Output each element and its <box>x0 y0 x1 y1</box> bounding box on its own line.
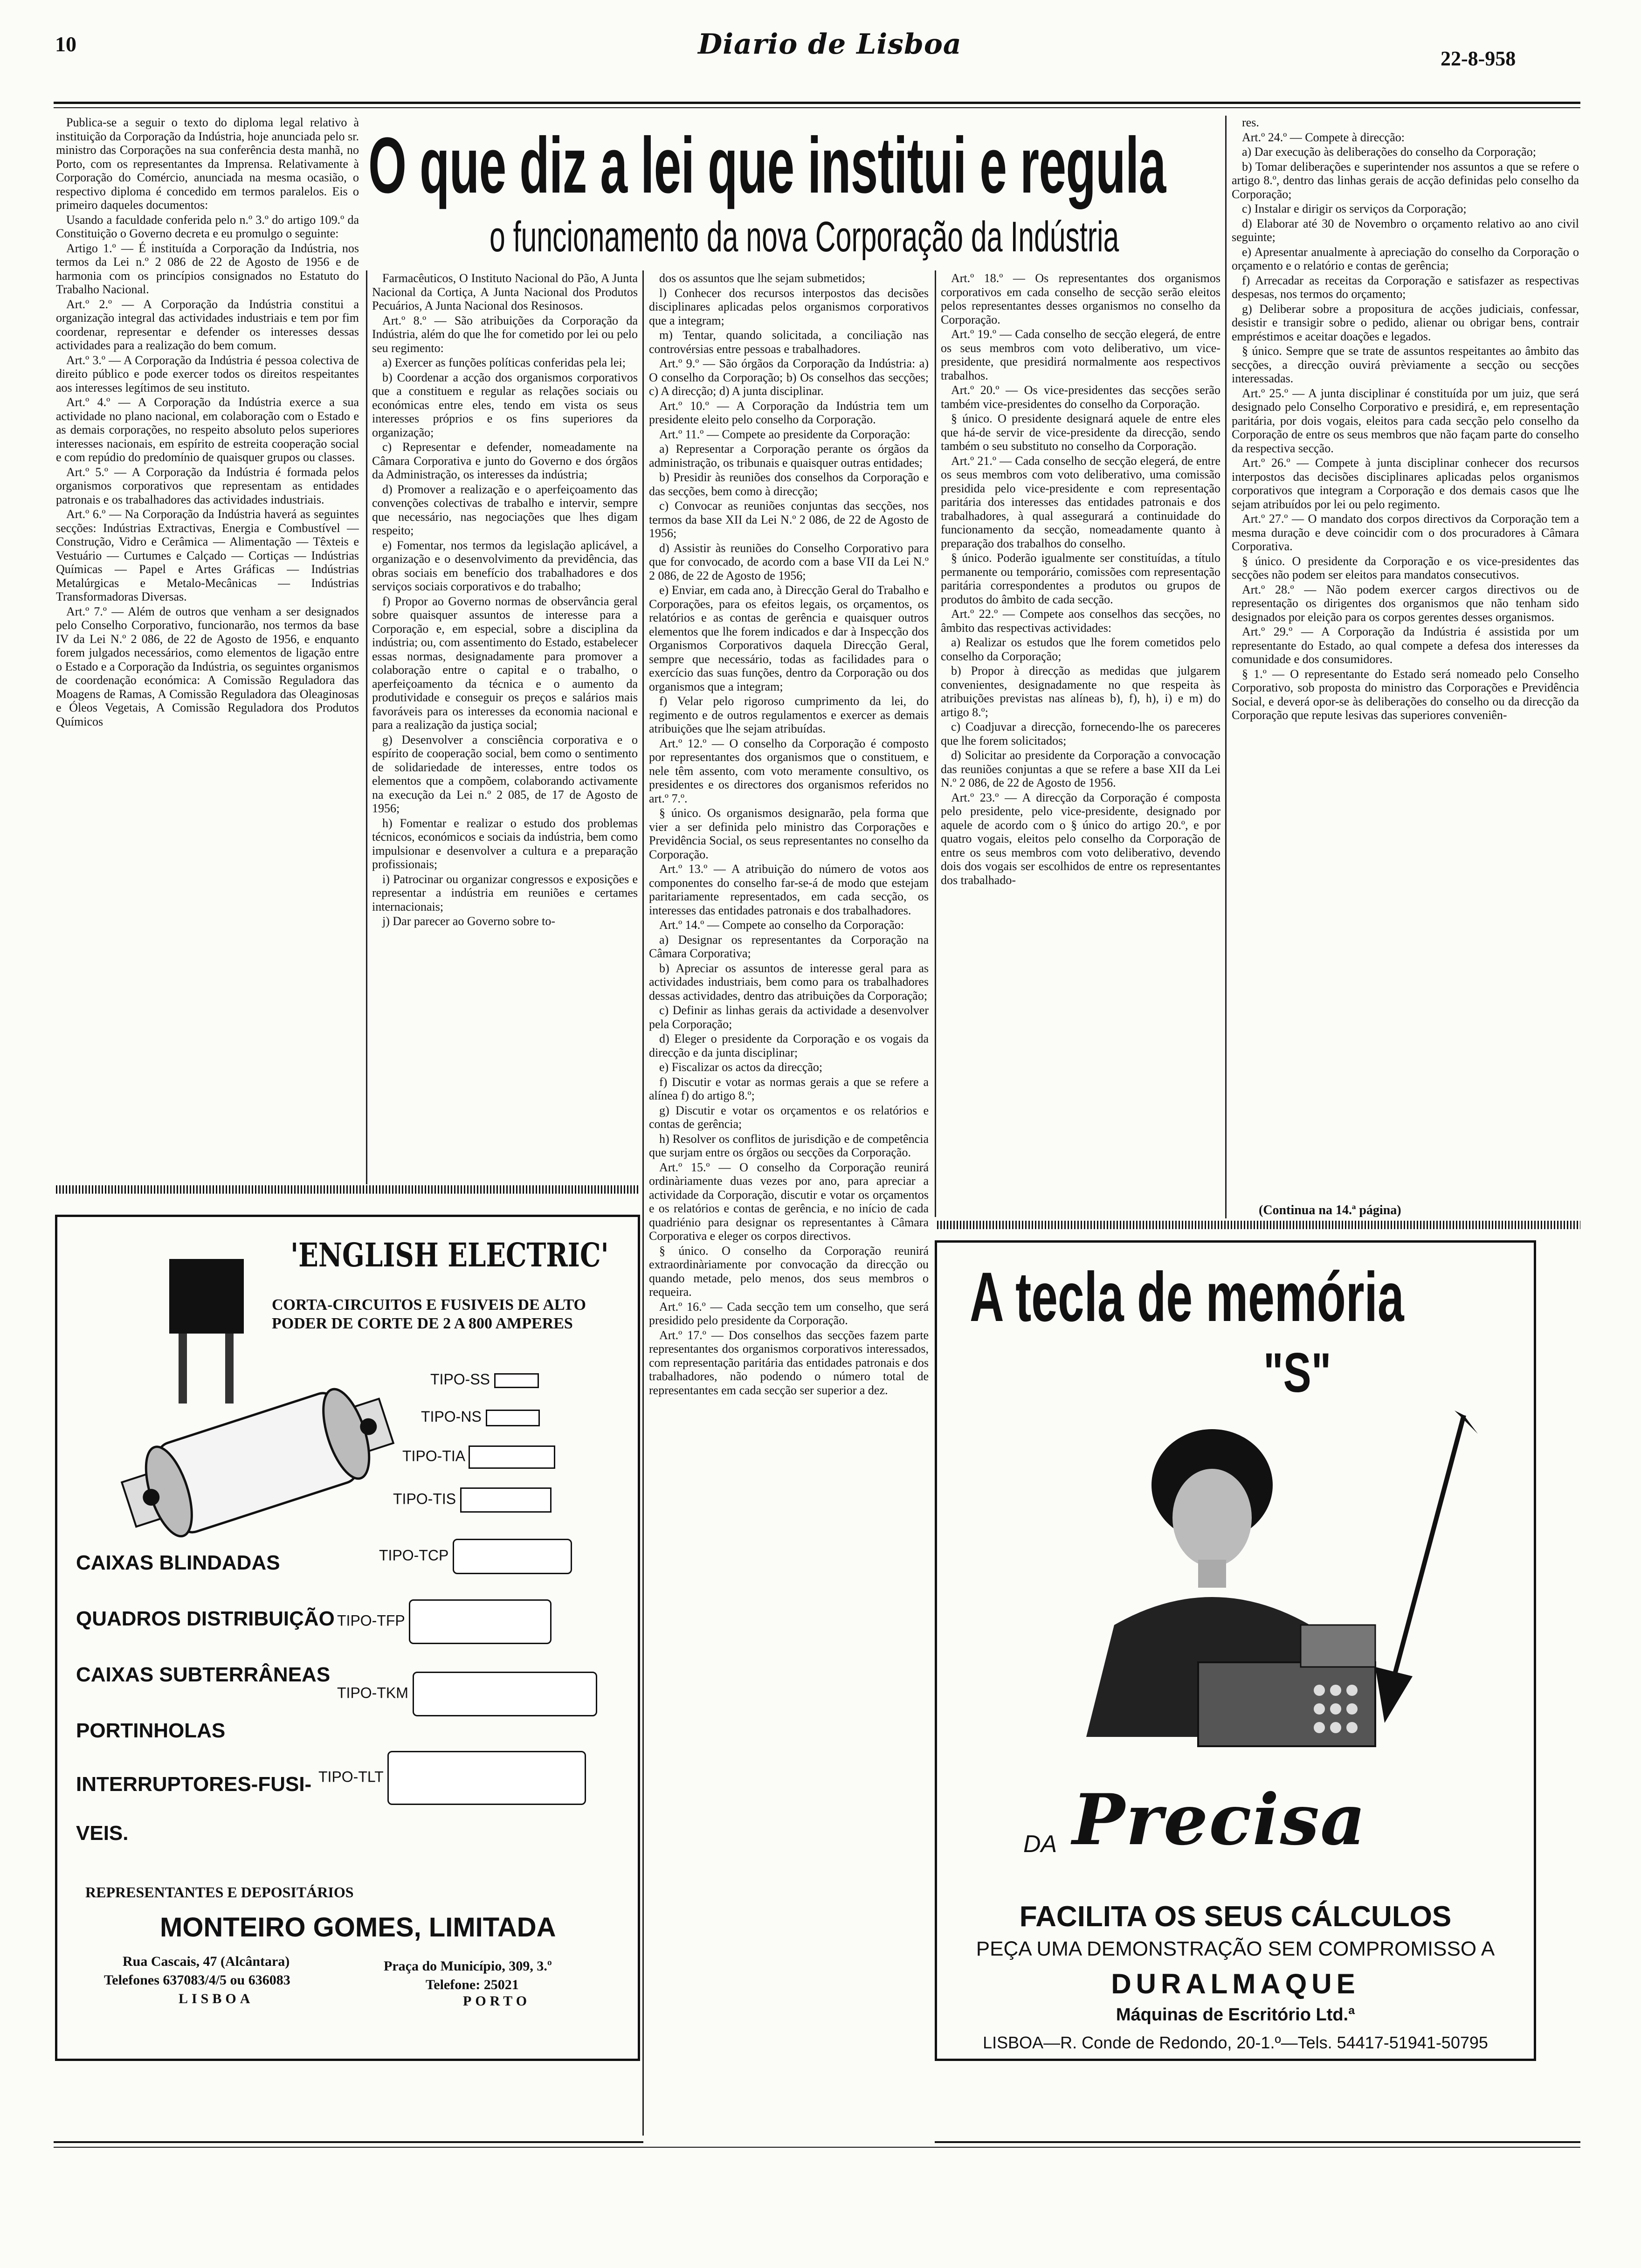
col4-p: Art.º 19.º — Cada conselho de secção elegerá, de entre os seus membros com voto deliberativo, um vice-presidente, que presidirá normalmente aos respectivos trabalhos. <box>941 327 1220 382</box>
col3-p: Art.º 14.º — Compete ao conselho da Corporação: <box>659 918 904 932</box>
fuse-type-label: TIPO-TCP <box>379 1547 448 1564</box>
col4-p: c) Coadjuvar a direcção, fornecendo-lhe os pareceres que lhe forem solicitados; <box>941 720 1220 747</box>
article-column-4 <box>941 271 1220 1218</box>
col2-p: i) Patrocinar ou organizar congressos e exposições e representar a indústria em reuniões e certames internacionais; <box>372 872 638 913</box>
col5-p: Art.º 25.º — A junta disciplinar é constituída por um juiz, que será designado pelo Conselho Corporativo e presidirá, e, em representação paritária, por dois vogais, eleitos para cada secção pelo conselho da Corporação de entre os seus membros que não façam parte do conselho da respectiva secção. <box>1232 386 1579 455</box>
col2-p: g) Desenvolver a consciência corporativa e o espírito de cooperação social, bem como o sentimento de solidariedade de interesses, entre todos os elementos que a compõem, colaborando activamente na execução da Lei n.º 2 085, de 17 de Agosto de 1956; <box>372 733 638 815</box>
ee-product: CAIXAS BLINDADAS <box>76 1551 280 1574</box>
col4-p: § único. O presidente designará aquele de entre eles que há-de servir de vice-presidente da direcção, sendo também o seu substituto no conselho da Corporação. <box>941 412 1220 453</box>
ee-lisbon-city: LISBOA <box>179 1991 254 2006</box>
precisa-dealer-sub: Máquinas de Escritório Ltd.ª <box>1116 2005 1355 2025</box>
fuse-type-ss-icon <box>494 1373 539 1388</box>
col3-p: § único. O conselho da Corporação reunirá extraordinàriamente por convocação da direcção ou quando metade, pelo menos, dos seus membros o requeira. <box>649 1244 929 1299</box>
fuse-illustration <box>71 1245 435 1574</box>
col3-p: d) Assistir às reuniões do Conselho Corporativo para que for convocado, de acordo com a base VII da Lei N.º 2 086, de 22 de Agosto de 1956; <box>649 541 929 582</box>
col3-p: Art.º 12.º — O conselho da Corporação é composto por representantes dos organismos que o constituem, e nele têm assento, com voto meramente consultivo, os presidentes e os directores dos organismos referidos no art.º 7.º. <box>649 736 929 805</box>
col2-p: c) Representar e defender, nomeadamente na Câmara Corporativa e junto do Governo e dos órgãos da Administração, os interesses da indústria; <box>372 440 638 481</box>
neck <box>1198 1560 1226 1588</box>
fuse-type-tis-icon <box>460 1487 552 1513</box>
col4-p: Art.º 23.º — A direcção da Corporação é composta pelo presidente, pelo vice-presidente, designado por aquele de acordo com o § único do artigo 20.º, e por quatro vogais, eleitos pelo conselho da Corporação de entre os seus membros com voto deliberativo, devendo dois dos vogais ser escolhidos de entre os representantes dos trabalhado- <box>941 790 1220 887</box>
page-number: 10 <box>55 32 76 56</box>
precisa-address: LISBOA—R. Conde de Redondo, 20-1.º—Tels. 54417-51941-50795 <box>983 2033 1488 2052</box>
ee-product: PORTINHOLAS <box>76 1719 226 1742</box>
col2-p: d) Promover a realização e o aperfeiçoamento das convenções colectivas de trabalho e intervir, sempre que necessário, nas negociações que lhes digam respeito; <box>372 482 638 537</box>
fuse-type-label: TIPO-TLT <box>318 1768 384 1785</box>
col3-p: f) Discutir e votar as normas gerais a que se refere a alínea f) do artigo 8.º; <box>649 1075 929 1102</box>
col2-p: b) Coordenar a acção dos organismos corporativos que a constituem e regular as relações sociais ou económicas entre eles, tendo em vista os seus interesses próprios e os fins superiores da organização; <box>372 370 638 439</box>
col5-p: § único. Sempre que se trate de assuntos respeitantes ao âmbito das secções, a direcção ouvirá prèviamente a secção ou secções interessadas. <box>1232 344 1579 385</box>
fuse-type-tfp-icon <box>409 1599 552 1644</box>
fuse-type-tlt-icon <box>387 1751 586 1805</box>
col4-p: § único. Poderão igualmente ser constituídas, a título permanente ou temporário, comissões com representação paritária correspondentes a produtos ou grupos de produtos do âmbito de cada secção. <box>941 551 1220 606</box>
separator-hatch <box>937 1221 1580 1229</box>
precisa-key-letter: "S" <box>1263 1341 1331 1404</box>
footer-rule <box>935 2141 1580 2143</box>
col3-p: e) Enviar, em cada ano, à Direcção Geral do Trabalho e Corporações, para os efeitos legais, os orçamentos, os relatórios e as contas de gerência e quaisquer outros elementos que lhe forem indicados e dar à Inspecção dos Organismos Corporativos daquela Direcção Geral, sempre que necessário, todas as facilidades para o exercício das suas funções, dentro da Corporação ou dos organismos que a integram; <box>649 583 929 693</box>
column-divider <box>1225 116 1227 1218</box>
col5-p: Art.º 26.º — Compete à junta disciplinar conhecer dos recursos interpostos das decisões disciplinares aplicadas pelos organismos corporativos que integram a Corporação e dos demais casos que lhe sejam atribuídos por lei ou pelo regimento. <box>1232 456 1579 511</box>
precisa-da: DA <box>1023 1831 1057 1858</box>
col1-p: Art.º 6.º — Na Corporação da Indústria haverá as seguintes secções: Indústrias Extractivas, Energia e Combustível — Construção, Vidro e Cerâmica — Alimentação — Têxteis e Vestuário — Curtumes e Calçado — Cortiças — Indústrias Químicas — Papel e Artes Gráficas — Indústrias Metalúrgicas e Metalo-Mecânicas — Indústrias Transformadoras Diversas. <box>56 507 359 603</box>
col3-p: Art.º 13.º — A atribuição do número de votos aos componentes do conselho far-se-á de modo que estejam paritariamente representados, em cada secção, os interesses das entidades patronais e dos trabalhadores. <box>649 862 929 917</box>
ad-english-electric <box>55 1215 640 2061</box>
col5-p: Art.º 27.º — O mandato dos corpos directivos da Corporação tem a mesma duração e deve coincidir com o dos procuradores à Câmara Corporativa. <box>1232 512 1579 553</box>
col1-p: Art.º 3.º — A Corporação da Indústria é pessoa colectiva de direito público e pode exercer todos os direitos respeitantes aos interesses legítimos de seu instituto. <box>56 353 359 394</box>
precisa-title: A tecla de memória <box>970 1258 1404 1336</box>
col3-p: c) Convocar as reuniões conjuntas das secções, nos termos da base XII da Lei N.º 2 086, de 22 de Agosto de 1956; <box>649 499 929 540</box>
col5-p: f) Arrecadar as receitas da Corporação e satisfazer as respectivas despesas, nos termos do orçamento; <box>1232 273 1579 301</box>
calculator <box>1198 1662 1375 1746</box>
fuse-type-label: TIPO-TIA <box>402 1447 465 1465</box>
ee-product: QUADROS DISTRIBUIÇÃO <box>76 1607 335 1630</box>
fuse-pin <box>179 1334 187 1404</box>
col1-p: Artigo 1.º — É instituída a Corporação da Indústria, nos termos da Lei n.º 2 086 de 22 de Agosto de 1956 e de harmonia com os princípios consignados no Estatuto do Trabalho Nacional. <box>56 241 359 296</box>
fuse-type-tkm-icon <box>413 1672 597 1716</box>
article-column-2 <box>372 271 638 1183</box>
column-divider <box>935 270 936 1217</box>
fuse-type-ns-icon <box>486 1410 540 1426</box>
col4-p: Art.º 20.º — Os vice-presidentes das secções serão também vice-presidentes do conselho da Corporação. <box>941 383 1220 411</box>
ee-representatives: REPRESENTANTES E DEPOSITÁRIOS <box>85 1884 354 1901</box>
headline: O que diz a lei que institui e regula <box>368 121 1166 210</box>
subheadline: o funcionamento da nova Corporação da Indústria <box>490 213 1119 261</box>
col3-p: f) Velar pelo rigoroso cumprimento da lei, do regimento e de outros regulamentos e exercer as demais atribuições que lhe sejam atribuídas. <box>649 694 929 735</box>
fuse-type-label: TIPO-TKM <box>337 1684 408 1701</box>
col5-p: c) Instalar e dirigir os serviços da Corporação; <box>1242 202 1467 215</box>
col1-p: Art.º 7.º — Além de outros que venham a ser designados pelo Conselho Corporativo, funcionarão, nos termos da base IV da Lei N.º 2 086, de 22 de Agosto de 1956, e enquanto forem julgados necessários, como elementos de ligação entre o Estado e a Corporação da Indústria, os seguintes organismos de coordenação económica: A Comissão Reguladora das Moagens de Ramas, A Comissão Reguladora das Oleaginosas e Óleos Vegetais, A Comissão Reguladora dos Produtos Químicos <box>56 604 359 728</box>
col3-p: Art.º 17.º — Dos conselhos das secções fazem parte representantes dos organismos corporativos interessados, com representação paritária das entidades patronais e dos trabalhadores, não podendo o número total de representantes em cada secção ser superior a dez. <box>649 1328 929 1397</box>
ee-lisbon-address: Rua Cascais, 47 (Alcântara) <box>123 1954 290 1969</box>
fuse-type-label: TIPO-SS <box>430 1371 490 1388</box>
fuse-type-label: TIPO-TIS <box>393 1490 456 1507</box>
col3-p: e) Fiscalizar os actos da direcção; <box>659 1060 823 1074</box>
ee-company: MONTEIRO GOMES, LIMITADA <box>160 1912 556 1943</box>
article-column-5 <box>1232 116 1579 1202</box>
ee-product: CAIXAS SUBTERRÂNEAS <box>76 1663 331 1686</box>
face <box>1172 1469 1252 1567</box>
continued-note: (Continua na 14.ª página) <box>1259 1203 1401 1217</box>
col5-p: b) Tomar deliberações e superintender nos assuntos a que se refere o artigo 8.º, dentro das linhas gerais de acção definidas pelo conselho da Corporação; <box>1232 159 1579 201</box>
col4-p: Art.º 18.º — Os representantes dos organismos corporativos em cada conselho de secção serão eleitos pelos representantes desses organismos no conselho da Corporação. <box>941 271 1220 326</box>
col3-p: c) Definir as linhas gerais da actividade a desenvolver pela Corporação; <box>649 1003 929 1031</box>
col3-p: a) Representar a Corporação perante os órgãos da administração, os tribunais e quaisquer outras entidades; <box>649 442 929 470</box>
col5-p: § único. O presidente da Corporação e os vice-presidentes das secções não podem ser eleitos para mandatos consecutivos. <box>1232 554 1579 581</box>
col5-p: Art.º 24.º — Compete à direcção: <box>1242 130 1405 144</box>
precisa-logo: Precisa <box>1072 1779 1367 1861</box>
col3-p: § único. Os organismos designarão, pela forma que vier a ser definida pelo ministro das Corporações e Previdência Social, os seus representantes no conselho da Corporação. <box>649 806 929 861</box>
col5-p: g) Deliberar sobre a propositura de acções judiciais, confessar, desistir e transigir sobre o pedido, alienar ou obrigar bens, contrair empréstimos e aceitar doações e legados. <box>1232 302 1579 343</box>
col2-p: e) Fomentar, nos termos da legislação aplicável, a organização e o desenvolvimento da previdência, das obras sociais em benefício dos trabalhadores e dos serviços sociais corporativos e do trabalho; <box>372 538 638 593</box>
column-divider <box>642 270 644 2136</box>
col5-p: d) Elaborar até 30 de Novembro o orçamento relativo ao ano civil seguinte; <box>1232 216 1579 244</box>
header-rule <box>54 102 1580 104</box>
fuse-pin <box>225 1334 234 1404</box>
arrow-icon <box>1357 1406 1478 1732</box>
fuse-top-block <box>169 1259 244 1334</box>
ad-precisa <box>935 1240 1536 2061</box>
col2-p: h) Fomentar e realizar o estudo dos problemas técnicos, económicos e sociais da indústria, bem como impulsionar e desenvolver a cultura e a preparação profissionais; <box>372 816 638 871</box>
col2-p: j) Dar parecer ao Governo sobre to- <box>382 914 556 928</box>
ee-tagline-1: CORTA-CIRCUITOS E FUSIVEIS DE ALTO <box>272 1296 586 1314</box>
col3-p: h) Resolver os conflitos de jurisdição e de competência que surjam entre os órgãos ou secções da Corporação. <box>649 1132 929 1159</box>
col3-p: l) Conhecer dos recursos interpostos das decisões disciplinares aplicadas pelos organismos corporativos que a integram; <box>649 286 929 327</box>
footer-rule-thin <box>54 2147 1580 2148</box>
footer-rule <box>54 2141 643 2143</box>
col1-p: Art.º 4.º — A Corporação da Indústria exerce a sua actividade no plano nacional, em colaboração com o Estado e as demais corporações, no respeito absoluto pelos superiores interesses nacionais, em espírito de estreita cooperação social e com repúdio do predomínio de quaisquer grupos ou classes. <box>56 395 359 464</box>
col5-p: Art.º 28.º — Não podem exercer cargos directivos ou de representação os dirigentes dos organismos que não tenham sido designados por eleição para os corpos gerentes desses organismos. <box>1232 582 1579 624</box>
col4-p: b) Propor à direcção as medidas que julgarem convenientes, designadamente no que respeita às atribuições previstas nas alíneas b), f), h), i) e m) do artigo 8.º; <box>941 664 1220 719</box>
precisa-demo: PEÇA UMA DEMONSTRAÇÃO SEM COMPROMISSO A <box>976 1937 1495 1960</box>
article-column-3 <box>649 271 929 2136</box>
col3-p: Art.º 15.º — O conselho da Corporação reunirá ordinàriamente duas vezes por ano, para apreciar a actividade da Corporação, discutir e votar os orçamentos e os relatórios e contas de gerência, e no início de cada quadriénio para designar os representantes à Câmara Corporativa e eleger os corpos directivos. <box>649 1160 929 1243</box>
col3-p: g) Discutir e votar os orçamentos e os relatórios e contas de gerência; <box>649 1103 929 1131</box>
col3-p: Art.º 11.º — Compete ao presidente da Corporação: <box>659 427 910 441</box>
ee-product: INTERRUPTORES-FUSI- <box>76 1773 312 1796</box>
col3-p: a) Designar os representantes da Corporação na Câmara Corporativa; <box>649 933 929 960</box>
precisa-slogan: FACILITA OS SEUS CÁLCULOS <box>1019 1901 1452 1933</box>
col2-p: a) Exercer as funções políticas conferidas pela lei; <box>382 356 626 369</box>
ee-porto-phone: Telefone: 25021 <box>426 1977 519 1992</box>
fuse-type-tia-icon <box>469 1445 555 1469</box>
col1-p: Art.º 5.º — A Corporação da Indústria é formada pelos organismos corporativos que representam as entidades patronais e os trabalhadores das actividades industriais. <box>56 465 359 506</box>
issue-date: 22-8-958 <box>1441 47 1516 70</box>
ee-lisbon-phones: Telefones 637083/4/5 ou 636083 <box>104 1972 290 1988</box>
article-column-1 <box>56 116 359 1183</box>
col3-p: b) Presidir às reuniões dos conselhos da Corporação e das secções, bem como à direcção; <box>649 470 929 498</box>
separator-hatch <box>56 1185 639 1194</box>
col2-p: f) Propor ao Governo normas de observância geral sobre quaisquer assuntos de interesse para a Corporação e, em especial, sobre a disciplina da indústria; ou, com assentimento do Estado, estabelecer essas normas, designadamente para promover a colaboração entre o capital e o trabalho, o aperfeiçoamento da técnica e o aumento da produtividade e conseguir os preços e salários mais favoráveis para os interesses da economia nacional e para a realização da justiça social; <box>372 594 638 732</box>
precisa-dealer: DURALMAQUE <box>1111 1968 1360 1999</box>
col3-p: b) Apreciar os assuntos de interesse geral para as actividades industriais, bem como para os trabalhadores dessas actividades, dentro das atribuições da Corporação; <box>649 961 929 1003</box>
col5-p: a) Dar execução às deliberações do conselho da Corporação; <box>1242 145 1536 159</box>
col1-p: Publica-se a seguir o texto do diploma legal relativo à instituição da Corporação da Indústria, hoje anunciada pelo sr. ministro das Corporações na sua conferência desta manhã, no Porto, com os representantes da Imprensa. Relativamente à Corporação do Comércio, anunciada na mesma ocasião, o respectivo diploma é concedido em termos paralelos. Eis o primeiro daqueles documentos: <box>56 116 359 212</box>
fuse-type-label: TIPO-NS <box>421 1408 482 1425</box>
col3-p: m) Tentar, quando solicitada, a conciliação nas controvérsias entre pessoas e trabalhadores. <box>649 328 929 356</box>
col1-p: Art.º 2.º — A Corporação da Indústria constitui a organização integral das actividades industriais e tem por fim coordenar, representar e defender os interesses dessas actividades para a realização do bem comum. <box>56 297 359 352</box>
col3-p: Art.º 16.º — Cada secção tem um conselho, que será presidido pelo presidente da Corporação. <box>649 1300 929 1327</box>
col2-p: Art.º 8.º — São atribuições da Corporação da Indústria, além do que lhe for cometido por lei ou pelo seu regimento: <box>372 313 638 355</box>
col4-p: Art.º 22.º — Compete aos conselhos das secções, no âmbito das respectivas actividades: <box>941 607 1220 635</box>
header-rule-thin <box>54 107 1580 108</box>
ee-product: VEIS. <box>76 1822 129 1845</box>
col3-p: Art.º 9.º — São órgãos da Corporação da Indústria: a) O conselho da Corporação; b) Os conselhos das secções; c) A direcção; d) A junta disciplinar. <box>649 357 929 398</box>
col5-p: res. <box>1242 116 1259 129</box>
col3-p: dos os assuntos que lhe sejam submetidos; <box>659 271 865 285</box>
col1-p: Usando a faculdade conferida pelo n.º 3.º do artigo 109.º da Constituição o Governo decreta e eu promulgo o seguinte: <box>56 213 359 240</box>
col5-p: e) Apresentar anualmente à apreciação do conselho da Corporação o orçamento e o relatório e contas de gerência; <box>1232 245 1579 272</box>
col2-p: Farmacêuticos, O Instituto Nacional do Pão, A Junta Nacional da Cortiça, A Junta Nacional dos Produtos Pecuários, A Junta Nacional dos Resinosos. <box>372 271 638 312</box>
col3-p: d) Eleger o presidente da Corporação e os vogais da direcção e da junta disciplinar; <box>649 1032 929 1059</box>
col5-p: § 1.º — O representante do Estado será nomeado pelo Conselho Corporativo, sob proposta do ministro das Corporações e Previdência Social, e deverá opor-se às deliberações do conselho ou da direcção da Corporação que repute lesivas das superiores conveniên- <box>1232 667 1579 722</box>
ee-brand: 'ENGLISH ELECTRIC' <box>290 1236 609 1274</box>
col4-p: Art.º 21.º — Cada conselho de secção elegerá, de entre os seus membros com voto deliberativo, uma comissão presidida pelo vice-presidente e com representação paritária dos interesses das entidades patronais e dos trabalhadores, à qual assegurará a continuidade do funcionamento da secção, nomeadamente quanto à preparação dos trabalhos do conselho. <box>941 454 1220 550</box>
fuse-type-tcp-icon <box>453 1539 572 1574</box>
col4-p: d) Solicitar ao presidente da Corporação a convocação das reuniões conjuntas a que se refere a base XII da Lei N.º 2 086, de 22 de Agosto de 1956. <box>941 748 1220 789</box>
fuse-type-label: TIPO-TFP <box>337 1612 405 1629</box>
col4-p: a) Realizar os estudos que lhe forem cometidos pelo conselho da Corporação; <box>941 636 1220 663</box>
col5-p: Art.º 29.º — A Corporação da Indústria é assistida por um representante do Estado, ao qual compete a defesa dos interesses da comunidade e dos consumidores. <box>1232 625 1579 666</box>
ee-porto-city: PORTO <box>463 1993 531 2009</box>
column-divider <box>366 270 367 1184</box>
col3-p: Art.º 10.º — A Corporação da Indústria tem um presidente eleito pelo conselho da Corporação. <box>649 399 929 426</box>
masthead: Diario de Lisboa <box>698 28 962 61</box>
ee-tagline-2: PODER DE CORTE DE 2 A 800 AMPERES <box>272 1315 573 1332</box>
ee-porto-address: Praça do Município, 309, 3.º <box>384 1958 552 1974</box>
